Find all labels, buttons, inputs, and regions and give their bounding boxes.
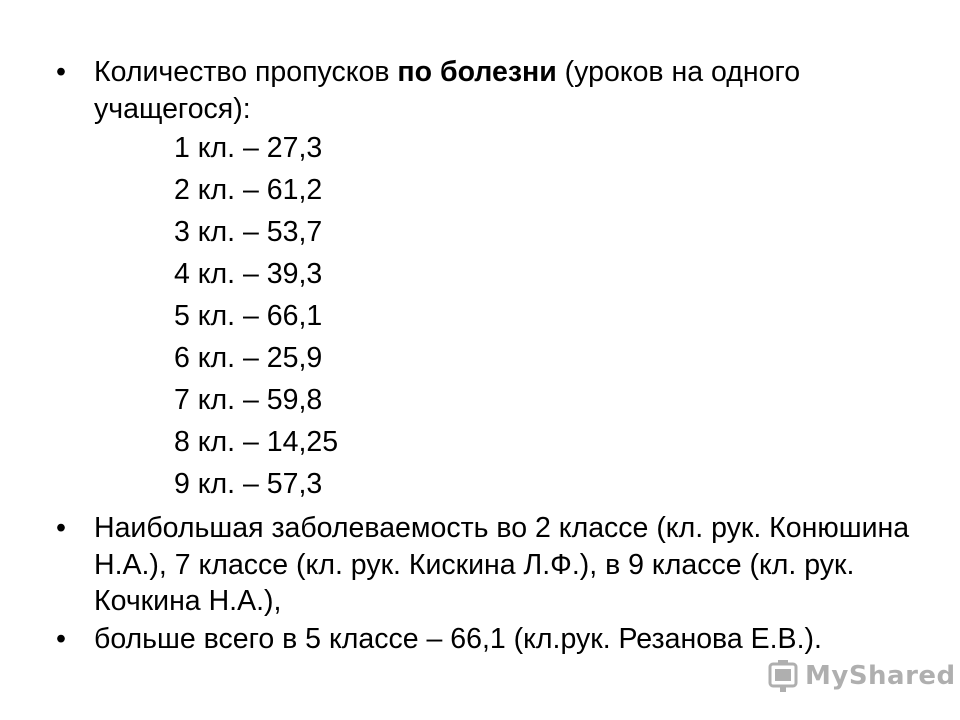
class-absence-item: 3 кл. – 53,7 <box>174 216 323 248</box>
bullet-text: больше всего в 5 классе – 66,1 (кл.рук. Резанова Е.В.). <box>94 623 822 655</box>
class-absence-item: 6 кл. – 25,9 <box>174 342 323 374</box>
bullet-highest-morbidity <box>56 510 916 620</box>
class-absence-list <box>174 130 338 508</box>
watermark-text: MyShared <box>805 661 956 691</box>
bullet-text <box>94 54 916 127</box>
intro-bold-text: по болезни <box>397 56 557 88</box>
bullet-text: Наибольшая заболеваемость во 2 классе (кл. рук. Конюшина Н.А.), 7 классе (кл. рук. Кискина Л.Ф.), в 9 классе (кл. рук. Кочкина Н.А.), <box>94 512 910 617</box>
intro-text-start: Количество пропусков <box>94 56 398 88</box>
class-absence-item: 1 кл. – 27,3 <box>174 132 323 164</box>
bullet-maximum-class <box>56 621 916 658</box>
myshared-watermark <box>767 656 956 696</box>
bullet-marker: • <box>56 56 66 88</box>
class-absence-item: 9 кл. – 57,3 <box>174 468 323 500</box>
bullet-absences-intro <box>56 54 916 127</box>
class-absence-item: 8 кл. – 14,25 <box>174 426 339 458</box>
bullet-marker: • <box>56 623 66 655</box>
myshared-logo-icon <box>767 658 799 694</box>
class-absence-item: 7 кл. – 59,8 <box>174 384 323 416</box>
class-absence-item: 5 кл. – 66,1 <box>174 300 323 332</box>
bullet-marker: • <box>56 512 66 544</box>
class-absence-item: 2 кл. – 61,2 <box>174 174 323 206</box>
class-absence-item: 4 кл. – 39,3 <box>174 258 323 290</box>
intro-text-end: (уроков на одного учащегося): <box>94 56 801 125</box>
